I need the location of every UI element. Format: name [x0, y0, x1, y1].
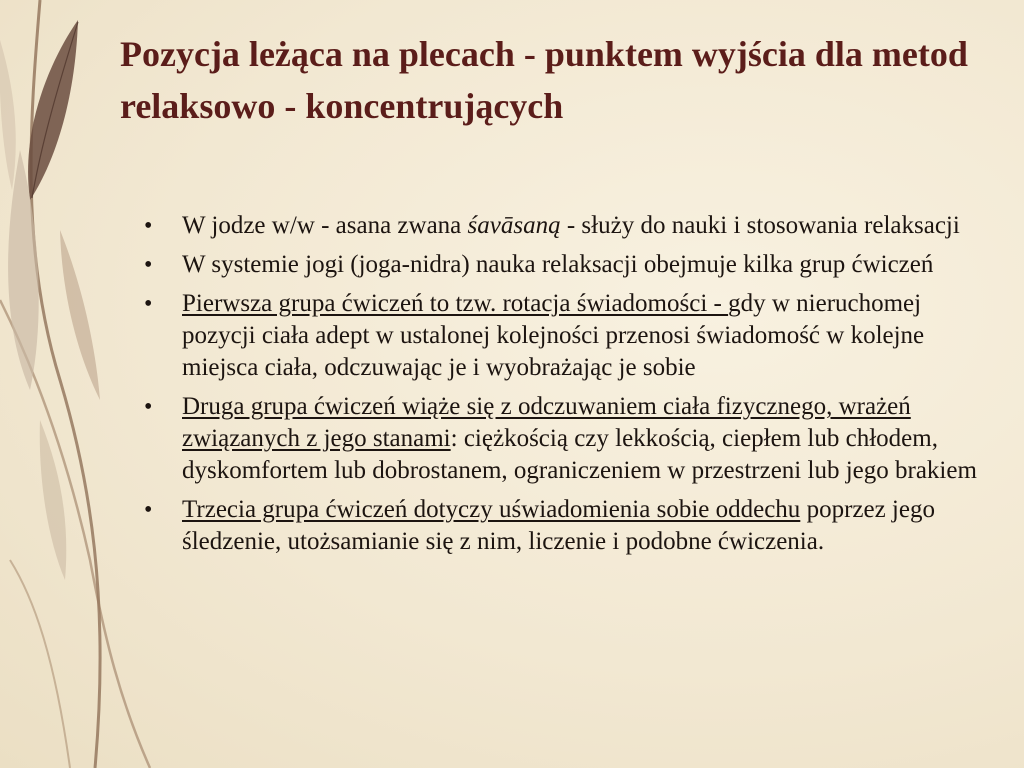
bullet-marker: • [144, 497, 153, 523]
leaf-light-3 [0, 40, 16, 190]
bullet-marker: • [144, 291, 153, 317]
bullet-underlined-heading: Druga grupa ćwiczeń wiąże się z odczuwaniem ciała fizycznego, wrażeń związanych z jego stanami [182, 393, 911, 452]
stem-secondary [0, 300, 150, 768]
bullet-item-first-group [144, 288, 994, 384]
bullet-text: W systemie jogi (joga-nidra) nauka relaksacji obejmuje kilka grup ćwiczeń [182, 251, 934, 278]
bullet-text: W jodze w/w - asana zwana [182, 212, 468, 239]
bullet-text: poprzez jego śledzenie, utożsamianie się z nim, liczenie i podobne ćwiczenia. [182, 496, 935, 555]
bullet-item-second-group [144, 391, 994, 487]
bullet-item-third-group [144, 494, 994, 558]
bullet-marker: • [144, 213, 153, 239]
leaf-light-2 [60, 230, 100, 400]
bullet-item-joga-nidra [144, 249, 994, 281]
leaf-light-4 [40, 420, 67, 580]
bullet-item-savasana [144, 210, 994, 242]
bullet-underlined-heading: Pierwsza grupa ćwiczeń to tzw. rotacja świadomości - [182, 290, 729, 317]
bullet-list [144, 210, 994, 565]
bullet-text: : ciężkością czy lekkością, ciepłem lub chłodem, dyskomfortem lub dobrostanem, ograniczeniem w przestrzeni lub jego brakiem [182, 425, 977, 484]
bullet-italic-term: śavāsaną [467, 212, 561, 239]
bullet-text: gdy w nieruchomej pozycji ciała adept w ustalonej kolejności przenosi świadomość w kolejne miejsca ciała, odczuwając je i wyobrażając je sobie [182, 290, 925, 381]
slide-title: Pozycja leżąca na plecach - punktem wyjścia dla metod relaksowo - koncentrujących [120, 34, 968, 126]
bullet-text: - służy do nauki i stosowania relaksacji [560, 212, 960, 239]
bullet-marker: • [144, 252, 153, 278]
bullet-marker: • [144, 394, 153, 420]
bullet-underlined-heading: Trzecia grupa ćwiczeń dotyczy uświadomienia sobie oddechu [182, 496, 801, 523]
stem-thin [10, 560, 70, 768]
